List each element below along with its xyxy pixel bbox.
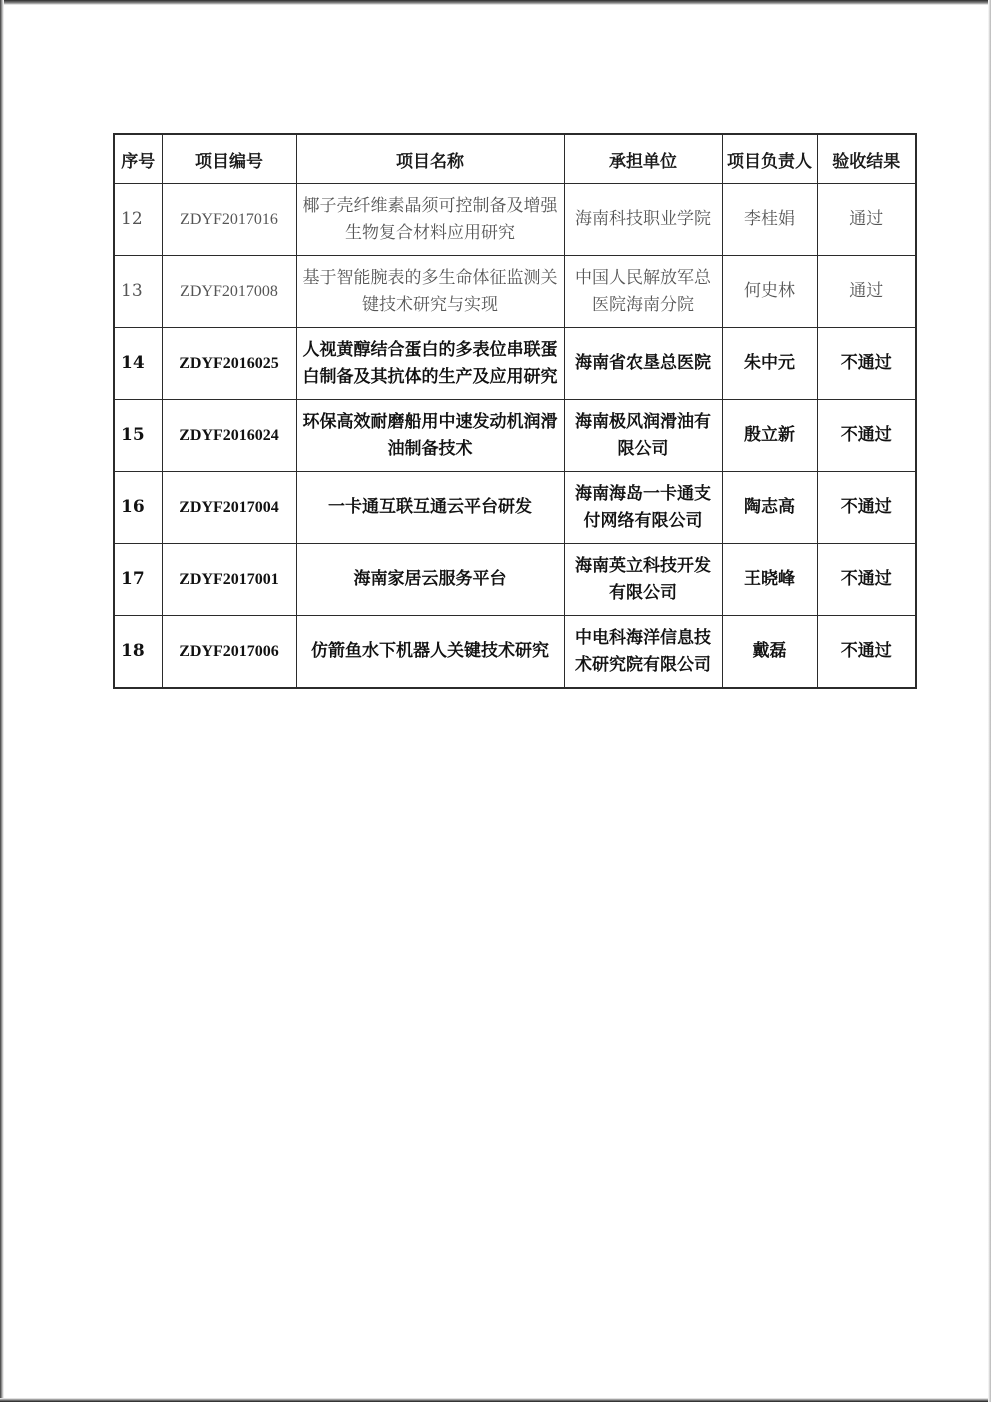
- cell-code: ZDYF2017016: [162, 184, 296, 256]
- cell-result: 不通过: [817, 544, 916, 616]
- cell-seq: 14: [114, 328, 162, 400]
- cell-code: ZDYF2016024: [162, 400, 296, 472]
- cell-code: ZDYF2017006: [162, 616, 296, 689]
- cell-unit: 海南英立科技开发有限公司: [564, 544, 722, 616]
- table-row: [114, 472, 916, 544]
- cell-unit: 中国人民解放军总医院海南分院: [564, 256, 722, 328]
- scan-border-left: [0, 0, 4, 1402]
- cell-leader: 王晓峰: [722, 544, 817, 616]
- cell-unit: 海南省农垦总医院: [564, 328, 722, 400]
- cell-name: 人视黄醇结合蛋白的多表位串联蛋白制备及其抗体的生产及应用研究: [296, 328, 564, 400]
- cell-name: 基于智能腕表的多生命体征监测关键技术研究与实现: [296, 256, 564, 328]
- cell-seq: 17: [114, 544, 162, 616]
- acceptance-result-table: [113, 133, 917, 689]
- header-row: [114, 134, 916, 184]
- cell-result: 不通过: [817, 472, 916, 544]
- cell-code: ZDYF2017004: [162, 472, 296, 544]
- table-body: [114, 184, 916, 689]
- cell-name: 环保高效耐磨船用中速发动机润滑油制备技术: [296, 400, 564, 472]
- cell-name: 海南家居云服务平台: [296, 544, 564, 616]
- cell-result: 不通过: [817, 400, 916, 472]
- cell-result: 通过: [817, 256, 916, 328]
- table-header: [114, 134, 916, 184]
- cell-seq: 15: [114, 400, 162, 472]
- cell-unit: 中电科海洋信息技术研究院有限公司: [564, 616, 722, 689]
- table-row: [114, 400, 916, 472]
- header-name: 项目名称: [296, 134, 564, 184]
- cell-name: 一卡通互联互通云平台研发: [296, 472, 564, 544]
- cell-leader: 何史林: [722, 256, 817, 328]
- cell-seq: 16: [114, 472, 162, 544]
- cell-unit: 海南科技职业学院: [564, 184, 722, 256]
- header-seq: 序号: [114, 134, 162, 184]
- table-row: [114, 184, 916, 256]
- cell-result: 通过: [817, 184, 916, 256]
- header-code: 项目编号: [162, 134, 296, 184]
- table-row: [114, 616, 916, 689]
- scan-border-top: [0, 0, 991, 5]
- header-result: 验收结果: [817, 134, 916, 184]
- header-leader: 项目负责人: [722, 134, 817, 184]
- cell-code: ZDYF2017001: [162, 544, 296, 616]
- cell-result: 不通过: [817, 616, 916, 689]
- cell-name: 仿箭鱼水下机器人关键技术研究: [296, 616, 564, 689]
- cell-code: ZDYF2017008: [162, 256, 296, 328]
- cell-leader: 朱中元: [722, 328, 817, 400]
- cell-result: 不通过: [817, 328, 916, 400]
- cell-seq: 13: [114, 256, 162, 328]
- cell-unit: 海南海岛一卡通支付网络有限公司: [564, 472, 722, 544]
- header-unit: 承担单位: [564, 134, 722, 184]
- cell-seq: 18: [114, 616, 162, 689]
- scan-border-bottom: [0, 1398, 991, 1402]
- cell-leader: 戴磊: [722, 616, 817, 689]
- table-row: [114, 544, 916, 616]
- cell-leader: 李桂娟: [722, 184, 817, 256]
- cell-leader: 陶志高: [722, 472, 817, 544]
- cell-leader: 殷立新: [722, 400, 817, 472]
- cell-code: ZDYF2016025: [162, 328, 296, 400]
- cell-seq: 12: [114, 184, 162, 256]
- table-row: [114, 328, 916, 400]
- table-row: [114, 256, 916, 328]
- cell-unit: 海南极风润滑油有限公司: [564, 400, 722, 472]
- cell-name: 椰子壳纤维素晶须可控制备及增强生物复合材料应用研究: [296, 184, 564, 256]
